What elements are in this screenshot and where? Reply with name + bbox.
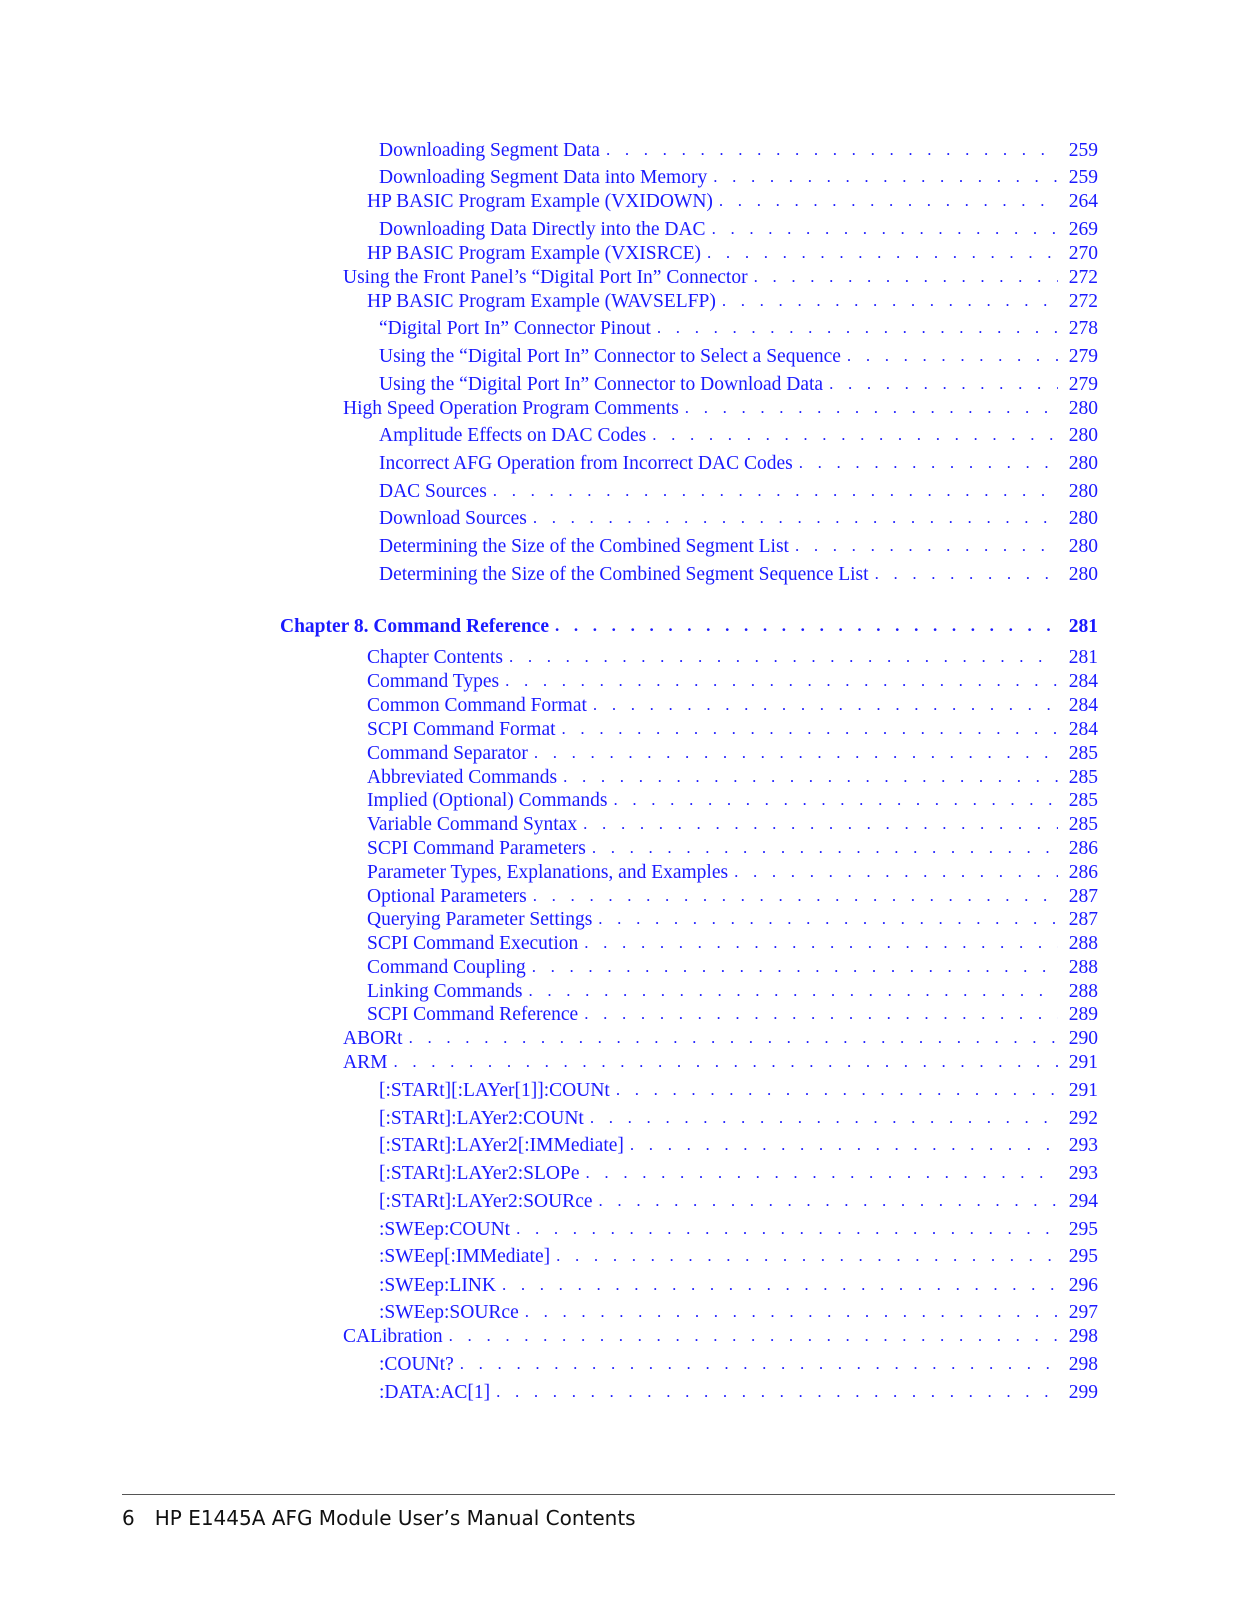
toc-entry-page: 279 bbox=[1068, 374, 1098, 395]
dot-leader bbox=[533, 507, 1058, 530]
toc-entry-page: 270 bbox=[1068, 243, 1098, 264]
dot-leader bbox=[754, 266, 1058, 289]
toc-entry[interactable] bbox=[367, 858, 1098, 884]
toc-entry[interactable] bbox=[379, 1104, 1098, 1130]
toc-entry-title: :SWEep[:IMMediate] bbox=[379, 1246, 551, 1267]
toc-entry-title: CALibration bbox=[343, 1326, 443, 1347]
dot-leader bbox=[598, 908, 1058, 931]
toc-entry-title: Implied (Optional) Commands bbox=[367, 790, 608, 811]
toc-entry-title: Determining the Size of the Combined Segment List bbox=[379, 536, 789, 557]
toc-entry[interactable] bbox=[367, 1000, 1098, 1026]
toc-entry-title: DAC Sources bbox=[379, 481, 487, 502]
dot-leader bbox=[799, 452, 1058, 475]
toc-entry-page: 286 bbox=[1068, 862, 1098, 883]
toc-entry-page: 280 bbox=[1068, 425, 1098, 446]
toc-entry-page: 269 bbox=[1068, 219, 1098, 240]
toc-entry-title: SCPI Command Reference bbox=[367, 1004, 579, 1025]
toc-entry[interactable] bbox=[379, 163, 1098, 189]
dot-leader bbox=[584, 1003, 1058, 1026]
toc-entry-title: [:STARt]:LAYer2:SLOPe bbox=[379, 1163, 580, 1184]
toc-entry-title: Common Command Format bbox=[367, 695, 587, 716]
toc-entry-title: ARM bbox=[343, 1052, 388, 1073]
dot-leader bbox=[505, 670, 1058, 693]
dot-leader bbox=[847, 345, 1058, 368]
toc-entry-page: 299 bbox=[1068, 1382, 1098, 1403]
toc-entry-title: Abbreviated Commands bbox=[367, 767, 558, 788]
toc-entry-page: 280 bbox=[1068, 508, 1098, 529]
toc-entry[interactable] bbox=[379, 1215, 1098, 1241]
toc-entry[interactable] bbox=[367, 786, 1098, 812]
dot-leader bbox=[409, 1027, 1058, 1050]
toc-entry[interactable] bbox=[367, 739, 1098, 765]
toc-entry[interactable] bbox=[379, 504, 1098, 530]
toc-entry[interactable] bbox=[343, 263, 1098, 289]
toc-entry[interactable] bbox=[343, 1322, 1098, 1348]
dot-leader bbox=[875, 563, 1058, 586]
dot-leader bbox=[593, 694, 1058, 717]
dot-leader bbox=[516, 1218, 1058, 1241]
toc-entry-page: 285 bbox=[1068, 814, 1098, 835]
toc-entry-title: Using the “Digital Port In” Connector to Select a Sequence bbox=[379, 346, 841, 367]
toc-entry-page: 259 bbox=[1068, 140, 1098, 161]
toc-entry[interactable] bbox=[367, 953, 1098, 979]
dot-leader bbox=[393, 1051, 1058, 1074]
toc-entry-title: “Digital Port In” Connector Pinout bbox=[379, 318, 651, 339]
toc-entry-page: 278 bbox=[1068, 318, 1098, 339]
toc-entry-title: High Speed Operation Program Comments bbox=[343, 398, 679, 419]
toc-entry[interactable] bbox=[379, 136, 1098, 162]
toc-entry-page: 281 bbox=[1068, 616, 1098, 637]
toc-entry-title: Downloading Segment Data bbox=[379, 140, 600, 161]
dot-leader bbox=[592, 837, 1058, 860]
footer-page-number: 6 bbox=[122, 1506, 135, 1530]
dot-leader bbox=[613, 789, 1058, 812]
toc-entry-page: 288 bbox=[1068, 981, 1098, 1002]
toc-entry-title: [:STARt]:LAYer2:COUNt bbox=[379, 1108, 584, 1129]
toc-entry-page: 288 bbox=[1068, 957, 1098, 978]
toc-entry-title: HP BASIC Program Example (VXIDOWN) bbox=[367, 191, 713, 212]
toc-entry-title: Determining the Size of the Combined Segment Sequence List bbox=[379, 564, 869, 585]
dot-leader bbox=[657, 317, 1058, 340]
toc-entry-title: Chapter Contents bbox=[367, 647, 503, 668]
dot-leader bbox=[586, 1162, 1058, 1185]
toc-entry-title: SCPI Command Execution bbox=[367, 933, 579, 954]
dot-leader bbox=[460, 1353, 1058, 1376]
toc-entry-title: HP BASIC Program Example (WAVSELFP) bbox=[367, 291, 716, 312]
toc-entry[interactable] bbox=[367, 239, 1098, 265]
toc-entry-page: 259 bbox=[1068, 167, 1098, 188]
toc-entry[interactable] bbox=[367, 643, 1098, 669]
toc-entry-page: 286 bbox=[1068, 838, 1098, 859]
toc-entry-title: :SWEep:COUNt bbox=[379, 1219, 511, 1240]
toc-entry-title: Downloading Data Directly into the DAC bbox=[379, 219, 706, 240]
toc-entry-title: SCPI Command Parameters bbox=[367, 838, 586, 859]
toc-entry[interactable] bbox=[379, 314, 1098, 340]
toc-entry[interactable] bbox=[367, 905, 1098, 931]
dot-leader bbox=[509, 646, 1058, 669]
toc-entry-page: 285 bbox=[1068, 743, 1098, 764]
toc-entry-page: 285 bbox=[1068, 767, 1098, 788]
toc-entry[interactable] bbox=[379, 1131, 1098, 1157]
toc-entry[interactable] bbox=[379, 1298, 1098, 1324]
dot-leader bbox=[652, 424, 1058, 447]
dot-leader bbox=[556, 1245, 1058, 1268]
dot-leader bbox=[555, 615, 1058, 638]
toc-entry-page: 295 bbox=[1068, 1219, 1098, 1240]
toc-entry-page: 288 bbox=[1068, 933, 1098, 954]
toc-entry-page: 284 bbox=[1068, 719, 1098, 740]
dot-leader bbox=[616, 1079, 1058, 1102]
dot-leader bbox=[525, 1301, 1058, 1324]
toc-entry[interactable] bbox=[367, 667, 1098, 693]
toc-entry[interactable] bbox=[379, 532, 1098, 558]
toc-entry-page: 264 bbox=[1068, 191, 1098, 212]
toc-entry[interactable] bbox=[379, 1242, 1098, 1268]
toc-entry-page: 280 bbox=[1068, 398, 1098, 419]
toc-entry-page: 293 bbox=[1068, 1135, 1098, 1156]
dot-leader bbox=[713, 166, 1058, 189]
toc-entry-page: 298 bbox=[1068, 1354, 1098, 1375]
dot-leader bbox=[829, 373, 1058, 396]
toc-entry-page: 289 bbox=[1068, 1004, 1098, 1025]
toc-entry-title: [:STARt][:LAYer[1]]:COUNt bbox=[379, 1080, 610, 1101]
toc-entry[interactable] bbox=[379, 421, 1098, 447]
dot-leader bbox=[599, 1190, 1058, 1213]
toc-entry[interactable] bbox=[379, 449, 1098, 475]
toc-entry-title: :SWEep:LINK bbox=[379, 1275, 496, 1296]
toc-entry-title: :COUNt? bbox=[379, 1354, 454, 1375]
toc-entry-title: [:STARt]:LAYer2:SOURce bbox=[379, 1191, 593, 1212]
dot-leader bbox=[707, 242, 1058, 265]
toc-entry-title: Incorrect AFG Operation from Incorrect DAC Codes bbox=[379, 453, 793, 474]
dot-leader bbox=[496, 1381, 1058, 1404]
toc-entry-page: 298 bbox=[1068, 1326, 1098, 1347]
toc-entry-page: 284 bbox=[1068, 695, 1098, 716]
dot-leader bbox=[534, 742, 1058, 765]
toc-entry-page: 287 bbox=[1068, 909, 1098, 930]
toc-entry[interactable] bbox=[379, 215, 1098, 241]
toc-entry[interactable] bbox=[367, 810, 1098, 836]
toc-entry[interactable] bbox=[379, 477, 1098, 503]
dot-leader bbox=[590, 1107, 1058, 1130]
toc-entry-page: 287 bbox=[1068, 886, 1098, 907]
toc-entry-title: Downloading Segment Data into Memory bbox=[379, 167, 708, 188]
dot-leader bbox=[606, 139, 1058, 162]
toc-entry[interactable] bbox=[367, 715, 1098, 741]
toc-entry-title: Optional Parameters bbox=[367, 886, 527, 907]
dot-leader bbox=[493, 480, 1058, 503]
dot-leader bbox=[584, 932, 1058, 955]
toc-entry-page: 280 bbox=[1068, 564, 1098, 585]
dot-leader bbox=[795, 535, 1058, 558]
dot-leader bbox=[734, 861, 1058, 884]
toc-entry-title: Linking Commands bbox=[367, 981, 523, 1002]
toc-entry-title: Command Separator bbox=[367, 743, 528, 764]
toc-entry-page: 296 bbox=[1068, 1275, 1098, 1296]
toc-entry-page: 290 bbox=[1068, 1028, 1098, 1049]
toc-entry[interactable] bbox=[367, 834, 1098, 860]
toc-entry-title: Querying Parameter Settings bbox=[367, 909, 593, 930]
toc-entry[interactable] bbox=[343, 394, 1098, 420]
toc-entry-page: 285 bbox=[1068, 790, 1098, 811]
dot-leader bbox=[685, 397, 1058, 420]
toc-entry[interactable] bbox=[367, 187, 1098, 213]
toc-entry[interactable] bbox=[379, 1187, 1098, 1213]
page-footer bbox=[122, 1506, 636, 1530]
toc-entry[interactable] bbox=[379, 342, 1098, 368]
toc-entry-title: Command Coupling bbox=[367, 957, 526, 978]
toc-entry[interactable] bbox=[379, 1350, 1098, 1376]
dot-leader bbox=[502, 1274, 1058, 1297]
toc-entry-title: Chapter 8. Command Reference bbox=[280, 616, 549, 637]
toc-entry-page: 272 bbox=[1068, 291, 1098, 312]
toc-entry-title: :SWEep:SOURce bbox=[379, 1302, 519, 1323]
dot-leader bbox=[532, 956, 1058, 979]
toc-entry-page: 280 bbox=[1068, 453, 1098, 474]
toc-chapter-heading[interactable] bbox=[280, 612, 1098, 638]
toc-entry-page: 281 bbox=[1068, 647, 1098, 668]
toc-entry-title: SCPI Command Format bbox=[367, 719, 556, 740]
toc-entry-title: :DATA:AC[1] bbox=[379, 1382, 491, 1403]
toc-entry[interactable] bbox=[343, 1024, 1098, 1050]
toc-entry-page: 280 bbox=[1068, 481, 1098, 502]
toc-entry[interactable] bbox=[379, 1271, 1098, 1297]
toc-entry[interactable] bbox=[343, 1048, 1098, 1074]
dot-leader bbox=[719, 190, 1058, 213]
toc-entry[interactable] bbox=[367, 691, 1098, 717]
footer-title: HP E1445A AFG Module User’s Manual Contents bbox=[154, 1506, 636, 1530]
toc-entry[interactable] bbox=[367, 287, 1098, 313]
footer-divider bbox=[122, 1494, 1115, 1495]
toc-entry-title: Amplitude Effects on DAC Codes bbox=[379, 425, 647, 446]
toc-entry[interactable] bbox=[379, 560, 1098, 586]
toc-entry-page: 292 bbox=[1068, 1108, 1098, 1129]
dot-leader bbox=[449, 1325, 1058, 1348]
toc-entry-title: HP BASIC Program Example (VXISRCE) bbox=[367, 243, 702, 264]
dot-leader bbox=[722, 290, 1058, 313]
toc-entry-title: Variable Command Syntax bbox=[367, 814, 578, 835]
toc-entry-title: Parameter Types, Explanations, and Examples bbox=[367, 862, 729, 883]
toc-entry-title: [:STARt]:LAYer2[:IMMediate] bbox=[379, 1135, 624, 1156]
dot-leader bbox=[562, 718, 1058, 741]
dot-leader bbox=[630, 1134, 1058, 1157]
toc-entry-page: 291 bbox=[1068, 1052, 1098, 1073]
toc-entry[interactable] bbox=[379, 370, 1098, 396]
dot-leader bbox=[712, 218, 1058, 241]
toc-entry[interactable] bbox=[379, 1159, 1098, 1185]
toc-entry-title: Using the Front Panel’s “Digital Port In” Connector bbox=[343, 267, 748, 288]
toc-entry[interactable] bbox=[367, 929, 1098, 955]
dot-leader bbox=[583, 813, 1058, 836]
toc-entry-page: 295 bbox=[1068, 1246, 1098, 1267]
toc-entry-page: 293 bbox=[1068, 1163, 1098, 1184]
toc-entry-page: 284 bbox=[1068, 671, 1098, 692]
toc-entry[interactable] bbox=[379, 1378, 1098, 1404]
toc-entry-page: 279 bbox=[1068, 346, 1098, 367]
toc-entry-title: ABORt bbox=[343, 1028, 403, 1049]
toc-entry-title: Using the “Digital Port In” Connector to Download Data bbox=[379, 374, 824, 395]
toc-entry-page: 280 bbox=[1068, 536, 1098, 557]
toc-entry-page: 294 bbox=[1068, 1191, 1098, 1212]
toc-entry-page: 297 bbox=[1068, 1302, 1098, 1323]
toc-entry-page: 291 bbox=[1068, 1080, 1098, 1101]
toc-entry-title: Command Types bbox=[367, 671, 500, 692]
toc-entry[interactable] bbox=[379, 1076, 1098, 1102]
toc-entry-page: 272 bbox=[1068, 267, 1098, 288]
toc-entry-title: Download Sources bbox=[379, 508, 527, 529]
